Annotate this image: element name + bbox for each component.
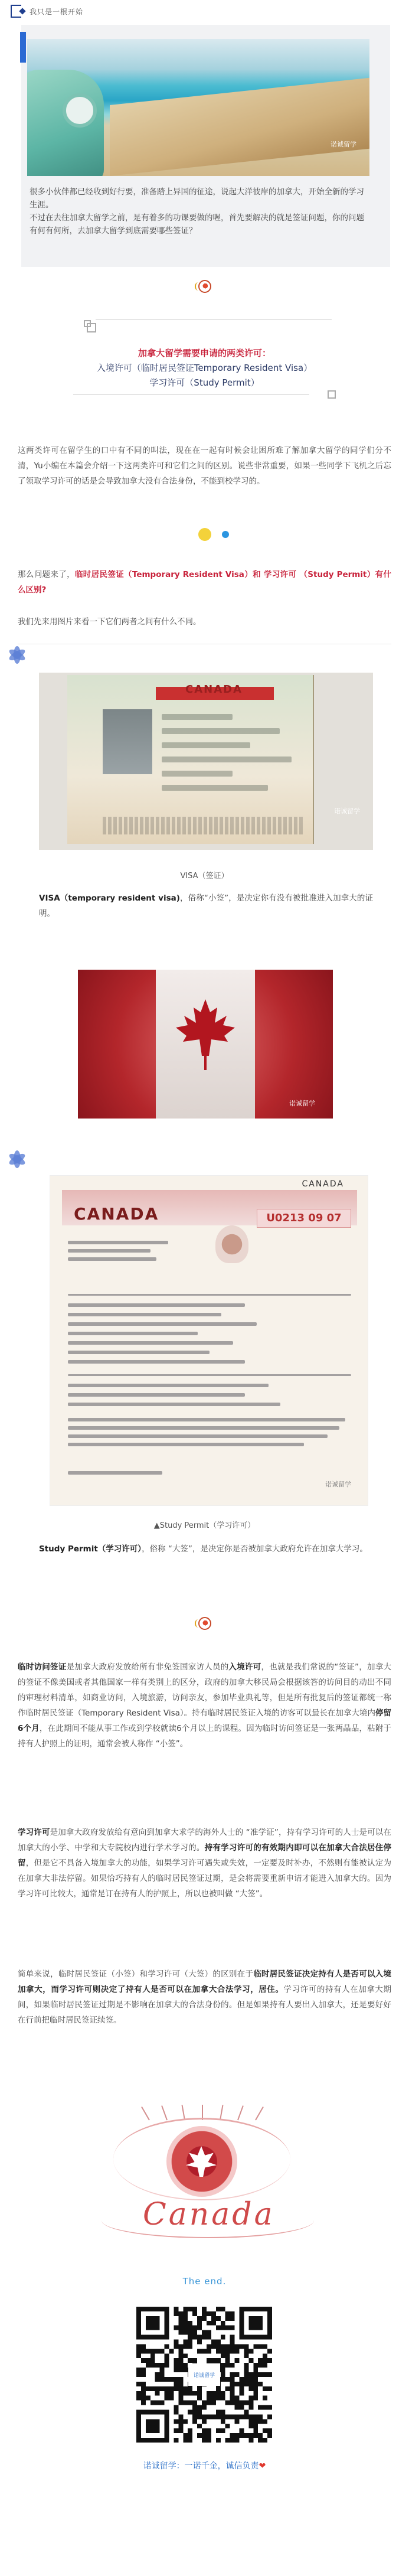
maple-badge-icon	[198, 1617, 211, 1630]
intro-text	[30, 185, 366, 237]
flag-watermark: 诺诚留学	[289, 1100, 315, 1107]
hero-watermark: 诺诚留学	[331, 141, 356, 148]
yellow-dot-icon	[198, 528, 211, 541]
coat-of-arms-icon	[215, 1225, 248, 1263]
visa-caption: VISA（签证）	[180, 872, 229, 881]
permit-stamp: U0213 09 07	[257, 1209, 351, 1228]
summary-text: 简单来说，临时居民签证（小签）和学习许可（大签）的区别在于	[18, 1970, 254, 1979]
hero-beach-image	[27, 39, 369, 176]
maple-leaf-icon	[176, 999, 235, 1070]
maple-flag-image	[78, 970, 333, 1119]
flower-icon	[8, 646, 26, 664]
permit-desc-rest: ，俗称 “大签”，是决定你是否被加拿大政府允许在加拿大学习。	[142, 1544, 368, 1554]
passport-photo	[103, 709, 152, 774]
question-prefix: 那么问题来了，	[18, 570, 75, 579]
qr-label-text: 诺诚留学：一诺千金，诚信负责	[143, 2461, 259, 2471]
dots-divider	[0, 527, 409, 542]
section-heading	[73, 312, 336, 406]
visa-description	[39, 891, 373, 921]
corner-deco-icon	[84, 320, 91, 327]
trv-bold: 停留6个月	[18, 1708, 392, 1733]
intro-card	[21, 25, 390, 267]
paragraph-trv	[18, 1659, 391, 1752]
flower-icon	[8, 1150, 26, 1168]
visa-desc-bold: VISA（temporary resident visa)	[39, 894, 180, 903]
permit-image-title: CANADA	[74, 1204, 159, 1224]
permit-desc-bold: Study Permit（学习许可）	[39, 1544, 142, 1554]
heading-title: 加拿大留学需要申请的两类许可：	[138, 348, 271, 358]
qr-label	[0, 2460, 409, 2471]
trv-text: ，也就是我们常说的“签证”，加拿大的签证不像美国或者其他国家一样有类别上的区分，政府的加拿大移民局会根据该答的访问目的动出不同的审理材料清单，如商业访问，入境旅游，访问亲友，参加毕业典礼等，但是所有批复后的签证都统一称作临时居民签证（Temporary Resident Visa）。持有临时居民签证入境的访客可以最长在加拿大境内	[18, 1662, 391, 1718]
sp-lead: 学习许可	[18, 1828, 50, 1837]
visa-desc-rest: ，俗称“小签”，是决定你有没有被批准进入加拿大的证明。	[39, 894, 373, 918]
paragraph-study-permit	[18, 1825, 391, 1902]
corner-deco-icon	[328, 390, 336, 399]
canada-script: Canada	[143, 2197, 275, 2232]
canada-eye-illustration	[78, 2085, 328, 2262]
trv-lead: 临时访问签证	[18, 1662, 67, 1672]
car-icon	[27, 70, 104, 176]
permit-small-title: CANADA	[302, 1179, 344, 1189]
heading-line-sp: 学习许可（Study Permit）	[149, 377, 260, 388]
maple-badge-icon	[198, 280, 211, 293]
intro-paragraph: 不过在去往加拿大留学之前，是有着多的功课要做的喔，首先要解决的就是签证问题，你的问题有何有何所，去加拿大留学到底需要哪些签证？	[30, 213, 364, 236]
paragraph-overview: 这两类许可在留学生的口中有不同的叫法，现在在一起有时候会让困所难了解加拿大留学的同学们分不清，Yu小编在本篇会介绍一下这两类许可和它们之间的区别。说些非常重要，如果一些同学下飞机之后忘了领取学习许可的话是会导致加拿大没有合法身份，不能到校学习的。	[18, 446, 391, 486]
visa-image-title: CANADA	[185, 683, 243, 696]
intro-paragraph: 很多小伙伴都已经收到好行要，准备踏上异国的征途，说起大洋彼岸的加拿大，开始全新的学习生涯。	[30, 187, 364, 210]
summary-bold: 临时居民签证决定持有人是否可以入境加拿大，而学习许可则决定了持有人是否可以在加拿大合法学习，居住。	[18, 1970, 392, 1994]
visa-watermark: 诺诚留学	[334, 807, 360, 815]
bracket-icon	[11, 5, 21, 18]
header-tag-text: 我只是一根开始	[30, 7, 84, 16]
accent-bar	[20, 32, 26, 63]
sp-text: 是加拿大政府发放给有意向到加拿大求学的海外人士的 “准学证”，持有学习许可的人士是可以在加拿大的小学、中学和大专院校内进行学术学习的。	[18, 1828, 392, 1853]
blue-dot-icon	[222, 531, 229, 538]
the-end-text: The end.	[182, 2276, 227, 2287]
sp-text: ，但是它不具备入境加拿大的功能，如果学习许可遇失或失效，一定要及时补办，不然则有能被认定为在加拿大非法停留。如果恰巧持有人的临时居民签证过期，是会将需要重新申请才能进入加拿大的。因为学习许可比较大，通常是订在持有人的护照上，所以也被叫做 “大签”。	[18, 1858, 392, 1899]
sp-bold: 持有学习许可的有效期内即可以在加拿大合法居住停留	[18, 1843, 392, 1868]
header-tag	[11, 2, 83, 20]
question-highlight: 临时居民签证（Temporary Resident Visa）和 学习许可 （Study Permit）有什么区别?	[18, 570, 391, 595]
question-paragraph	[18, 567, 391, 598]
question-followup: 我们先来用图片来看一下它们两者之间有什么不同。	[18, 617, 201, 627]
trv-text: ，在此期间不能从事工作或到学校就读6个月以上的课程。因为临时访问签证是一张两晶品，粘附于持有人护照上的证明，通常会被人称作 “小签”。	[18, 1724, 391, 1749]
permit-description	[39, 1541, 373, 1557]
heading-line-trv: 入境许可（临时居民签证Temporary Resident Visa）	[96, 363, 313, 373]
heart-icon: ❤	[259, 2461, 266, 2471]
permit-watermark: 诺诚留学	[325, 1481, 351, 1488]
qr-code[interactable]	[136, 2307, 272, 2443]
visa-image	[39, 673, 373, 850]
qr-center-logo: 诺诚留学	[188, 2363, 220, 2386]
paragraph-summary	[18, 1967, 391, 2028]
trv-bold: 入境许可	[228, 1662, 261, 1672]
permit-caption: ▲Study Permit（学习许可）	[153, 1521, 256, 1530]
study-permit-image	[50, 1175, 368, 1506]
summary-text: 学习许可的持有人在加拿大期间，如果临时居民签证过期是不影响在加拿大的合法身份的。但是如果持有人要出入加拿大，还是要好好在行前把临时居民签证续签。	[18, 1985, 392, 2025]
trv-text: 是加拿大政府发放给所有非免签国家访人员的	[66, 1662, 229, 1672]
